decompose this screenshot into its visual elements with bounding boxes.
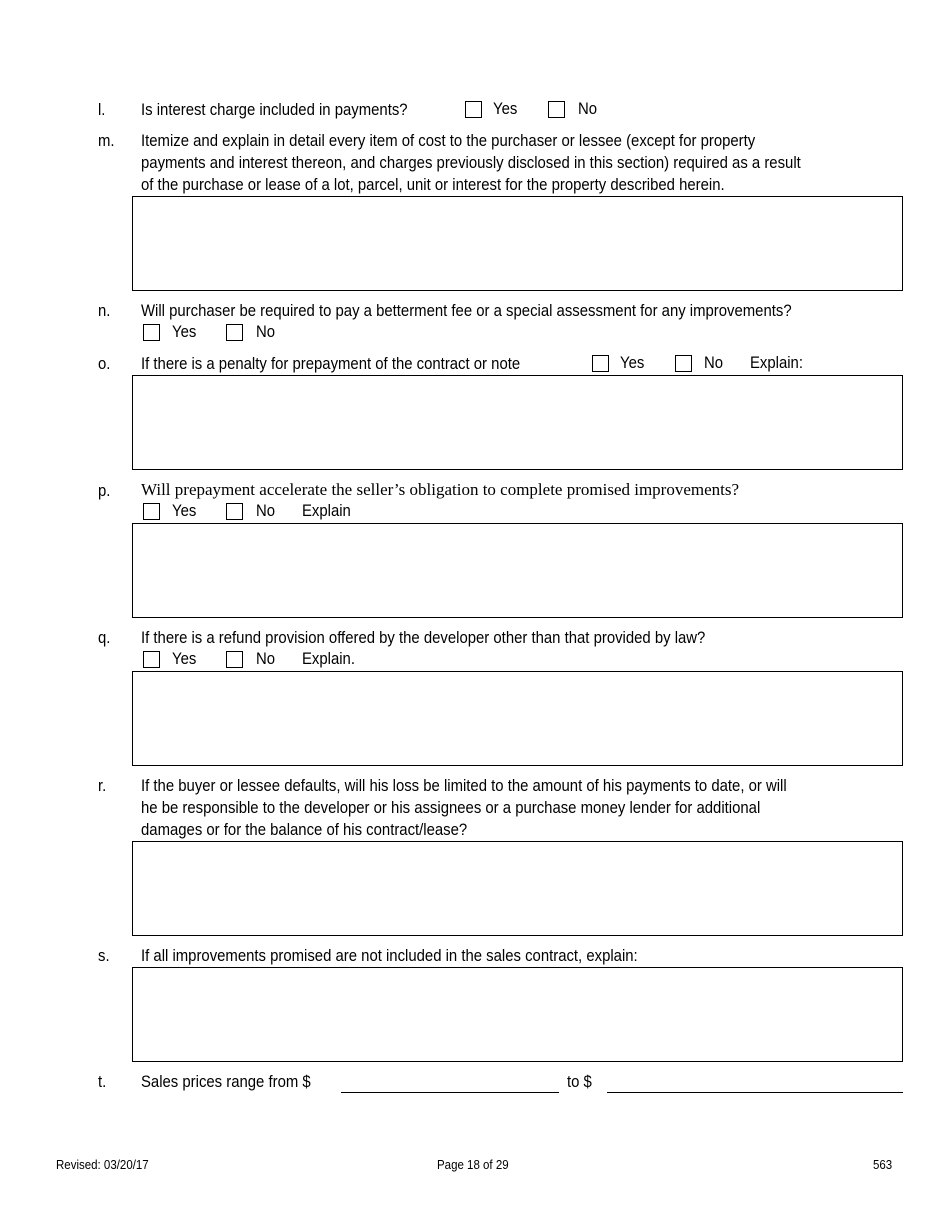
item-l-yes-checkbox[interactable] xyxy=(465,101,482,118)
item-q-answer-box[interactable] xyxy=(132,671,903,766)
item-q-letter: q. xyxy=(98,629,111,647)
item-o-answer-box[interactable] xyxy=(132,375,903,470)
item-m-question-line-3: of the purchase or lease of a lot, parcel, unit or interest for the property described herein. xyxy=(141,176,725,194)
item-m-question-line-1: Itemize and explain in detail every item of cost to the purchaser or lessee (except for property xyxy=(141,132,756,150)
item-l-yes-label: Yes xyxy=(493,100,518,118)
item-q-yes-checkbox[interactable] xyxy=(143,651,160,668)
item-o-no-checkbox[interactable] xyxy=(675,355,692,372)
footer-revised-date: Revised: 03/20/17 xyxy=(56,1158,149,1172)
sales-price-to-field[interactable] xyxy=(607,1092,903,1093)
item-t-to-label: to $ xyxy=(567,1073,592,1091)
item-r-question-line-2: he be responsible to the developer or his assignees or a purchase money lender for additional xyxy=(141,799,761,817)
item-s-answer-box[interactable] xyxy=(132,967,903,1062)
item-t-letter: t. xyxy=(98,1073,107,1091)
item-p-no-label: No xyxy=(256,502,276,520)
item-n-yes-checkbox[interactable] xyxy=(143,324,160,341)
item-p-letter: p. xyxy=(98,482,111,500)
item-n-no-checkbox[interactable] xyxy=(226,324,243,341)
item-o-question: If there is a penalty for prepayment of the contract or note xyxy=(141,355,521,373)
item-o-explain-label: Explain: xyxy=(750,354,803,372)
item-r-answer-box[interactable] xyxy=(132,841,903,936)
item-n-yes-label: Yes xyxy=(172,323,197,341)
item-q-no-checkbox[interactable] xyxy=(226,651,243,668)
item-m-question-line-2: payments and interest thereon, and charges previously disclosed in this section) required as a result xyxy=(141,154,801,172)
item-m-answer-box[interactable] xyxy=(132,196,903,291)
sales-price-from-field[interactable] xyxy=(341,1092,559,1093)
item-p-explain-label: Explain xyxy=(302,502,351,520)
item-p-answer-box[interactable] xyxy=(132,523,903,618)
item-r-question-line-1: If the buyer or lessee defaults, will his loss be limited to the amount of his payments to date, or will xyxy=(141,777,787,795)
item-p-yes-label: Yes xyxy=(172,502,197,520)
item-l-letter: l. xyxy=(98,101,106,119)
item-p-question: Will prepayment accelerate the seller’s obligation to complete promised improvements? xyxy=(141,480,740,499)
item-t-from-label: Sales prices range from $ xyxy=(141,1073,311,1091)
item-o-no-label: No xyxy=(704,354,724,372)
item-q-yes-label: Yes xyxy=(172,650,197,668)
item-o-yes-label: Yes xyxy=(620,354,645,372)
item-o-yes-checkbox[interactable] xyxy=(592,355,609,372)
item-n-no-label: No xyxy=(256,323,276,341)
item-p-no-checkbox[interactable] xyxy=(226,503,243,520)
item-p-yes-checkbox[interactable] xyxy=(143,503,160,520)
item-r-letter: r. xyxy=(98,777,107,795)
item-n-letter: n. xyxy=(98,302,111,320)
item-m-letter: m. xyxy=(98,132,115,150)
item-r-question-line-3: damages or for the balance of his contract/lease? xyxy=(141,821,468,839)
footer-page-number: Page 18 of 29 xyxy=(437,1158,509,1172)
item-s-question: If all improvements promised are not included in the sales contract, explain: xyxy=(141,947,638,965)
item-l-no-label: No xyxy=(578,100,598,118)
item-n-question: Will purchaser be required to pay a betterment fee or a special assessment for any improvements? xyxy=(141,302,792,320)
item-o-letter: o. xyxy=(98,355,111,373)
item-s-letter: s. xyxy=(98,947,110,965)
item-l-question: Is interest charge included in payments? xyxy=(141,101,408,119)
item-q-no-label: No xyxy=(256,650,276,668)
item-q-explain-label: Explain. xyxy=(302,650,355,668)
item-q-question: If there is a refund provision offered by the developer other than that provided by law? xyxy=(141,629,706,647)
item-l-no-checkbox[interactable] xyxy=(548,101,565,118)
footer-form-number: 563 xyxy=(873,1158,893,1172)
